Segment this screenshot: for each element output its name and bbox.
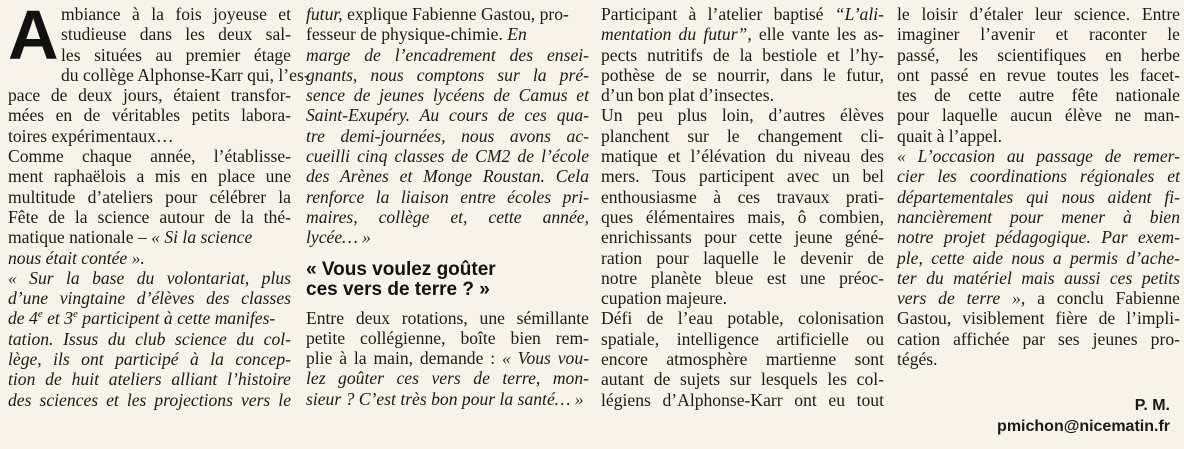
paragraph	[601, 4, 884, 105]
text-line: mbiance à la fois joyeuse et	[61, 4, 291, 24]
text-line: studieuse dans les deux sal-	[61, 24, 291, 45]
text-line: multitude d’ateliers pour célébrer la	[8, 186, 291, 207]
text-run: explique Fabienne Gastou, pro-	[342, 4, 569, 24]
text-line: lège, ils ont participé à la concep-	[8, 349, 291, 370]
superscript: e	[37, 308, 43, 321]
quote-run: mentation du futur”	[601, 24, 748, 45]
paragraph	[601, 308, 884, 409]
text-run: de 4	[8, 308, 38, 329]
text-line: nancièrement pour mener à bien	[897, 206, 1180, 227]
text-line: ques élémentaires mais, ô combien,	[601, 206, 884, 227]
text-line: ter du matériel mais aussi ces petits	[897, 267, 1180, 288]
quote-line: nous était contée ».	[8, 247, 145, 268]
quote-run: « Vous vou-	[502, 348, 590, 369]
text-line: Un peu plus loin, d’autres élèves	[601, 105, 884, 126]
text-line: encore atmosphère martienne sont	[601, 349, 884, 370]
text-line: pects nutritifs de la bestiole et l’hy-	[601, 44, 884, 65]
text-line: mers. Tous participent avec un bel	[601, 166, 884, 187]
text-line: imaginer l’avenir et raconter le	[897, 24, 1180, 45]
text-line: ple, cette aide nous a permis d’ache-	[897, 247, 1180, 268]
text-line: cation affichée par ses jeunes pro-	[897, 328, 1180, 349]
subheading-line: « Vous voulez goûter	[306, 258, 496, 280]
text-line: sieur ? C’est très bon pour la santé… »	[306, 388, 584, 409]
text-line: cupation majeure.	[601, 288, 728, 309]
text-line: petite collégienne, boîte bien rem-	[306, 327, 589, 348]
text-line: passé, les scientifiques en herbe	[897, 44, 1180, 65]
text-line: légiens d’Alphonse-Karr ont eu tout	[601, 389, 884, 410]
text-line	[8, 308, 291, 328]
text-line	[601, 24, 884, 44]
text-line: « L’occasion au passage de remer-	[897, 146, 1180, 167]
text-line: des Arènes et Monge Roustan. Cela	[306, 166, 589, 187]
text-line	[306, 24, 589, 44]
text-line: mées en de véritables petits labora-	[8, 105, 291, 126]
text-line: Défi de l’eau potable, colonisation	[601, 308, 884, 329]
text-line: enrichissants pour cette jeune géné-	[601, 227, 884, 248]
text-line: marge de l’encadrement des ensei-	[306, 44, 589, 65]
text-line: d’une vingtaine d’élèves des classes	[8, 288, 291, 309]
text-line: gnants, nous comptons sur la pré-	[306, 64, 589, 85]
text-line: d’un bon plat d’insectes.	[601, 85, 774, 106]
quote-paragraph	[8, 268, 291, 410]
text-line: enthousiasme à ces travaux prati-	[601, 186, 884, 207]
text-line: lez goûter ces vers de terre, mon-	[306, 368, 589, 389]
text-line: départementales qui nous aident fi-	[897, 186, 1180, 207]
subheading	[306, 260, 589, 300]
text-run: matique nationale –	[8, 227, 152, 248]
text-run: plie à la main, demande :	[306, 348, 502, 369]
text-line: maires, collège et, cette année,	[306, 206, 589, 227]
paragraph	[306, 4, 589, 45]
text-line: matique et l’élévation du niveau des	[601, 146, 884, 167]
text-line: cueilli cinq classes de CM2 de l’école	[306, 146, 589, 167]
drop-cap: A	[8, 0, 59, 74]
text-line: des sciences et les projections vers le	[8, 389, 291, 410]
text-line: le loisir d’étaler leur science. Entre	[897, 4, 1180, 24]
text-line: tre demi-journées, nous avons ac-	[306, 125, 589, 146]
text-line: cier les coordinations régionales et	[897, 166, 1180, 187]
text-line: tation. Issus du club science du col-	[8, 328, 291, 349]
text-line: du collège Alphonse-Karr qui, l’es-	[61, 64, 310, 85]
text-line: Saint-Exupéry. Au cours de ces qua-	[306, 105, 589, 126]
text-line: toires expérimentaux…	[8, 125, 174, 146]
quote-run: En	[507, 24, 527, 45]
text-line: quait à l’appel.	[897, 125, 1003, 146]
text-line: les situées au premier étage	[61, 44, 291, 65]
author-initials: P. M.	[1134, 397, 1170, 414]
paragraph	[897, 4, 1180, 146]
text-line	[601, 4, 884, 24]
text-line: « Sur la base du volontariat, plus	[8, 267, 291, 288]
text-run: fesseur de physique-chimie.	[306, 24, 508, 45]
text-line: sence de jeunes lycéens de Camus et	[306, 85, 589, 106]
quote-run: “L’ali-	[834, 4, 884, 24]
article-column-4	[897, 4, 1180, 369]
text-line: Fête de la science autour de la thé-	[8, 206, 291, 227]
text-line: ont passé en revue toutes les facet-	[897, 64, 1180, 85]
text-line: spatiale, intelligence artificielle ou	[601, 328, 884, 349]
text-line: tégés.	[897, 349, 938, 370]
text-line: tes de cette autre fête nationale	[897, 85, 1180, 106]
text-run: participent à cette manifes-	[77, 308, 276, 329]
text-line	[8, 227, 291, 247]
text-line: Comme chaque année, l’établisse-	[8, 146, 291, 167]
text-line: Entre deux rotations, une sémillante	[306, 307, 589, 328]
text-line: planchent sur le changement cli-	[601, 125, 884, 146]
paragraph	[601, 105, 884, 308]
text-run: futur,	[306, 4, 343, 24]
text-line	[897, 288, 1180, 308]
article-column-2	[306, 4, 589, 409]
quote-run: « Si la science	[151, 227, 253, 248]
quote-paragraph	[306, 45, 589, 248]
text-line: notre planète bleue est une préoc-	[601, 267, 884, 288]
text-line: Gastou, visiblement fière de l’impli-	[897, 308, 1180, 329]
quote-paragraph	[897, 146, 1180, 369]
text-run: , elle vante les as-	[747, 24, 884, 45]
paragraph	[306, 308, 589, 409]
text-line: pour laquelle aucun élève ne man-	[897, 105, 1180, 126]
superscript: e	[73, 308, 78, 321]
text-run: et 3	[42, 308, 73, 329]
article-column-3	[601, 4, 884, 410]
text-run: Participant à l’atelier baptisé	[601, 4, 835, 24]
subheading-line: ces vers de terre ? »	[306, 278, 490, 300]
text-line: pace de deux jours, étaient transfor-	[8, 85, 291, 106]
text-line: tion de huit ateliers alliant l’histoire	[8, 369, 291, 390]
text-line	[306, 4, 589, 24]
text-line: ration pour laquelle le devenir de	[601, 247, 884, 268]
paragraph	[8, 146, 291, 268]
text-line: notre projet pédagogique. Par exem-	[897, 227, 1180, 248]
quote-run: vers de terre »	[897, 288, 1021, 309]
text-line: autant de sujets sur lesquels les col-	[601, 369, 884, 390]
text-line: ment raphaëlois a mis en place une	[8, 166, 291, 187]
author-email[interactable]: pmichon@nicematin.fr	[997, 418, 1170, 435]
text-line	[306, 348, 589, 368]
text-line: renforce la liaison entre écoles pri-	[306, 186, 589, 207]
article-column-1	[8, 0, 310, 410]
text-line: pothèse de se nourrir, dans le futur,	[601, 64, 884, 85]
text-run: , a conclu Fabienne	[1020, 288, 1180, 309]
text-line: lycée… »	[306, 227, 371, 248]
